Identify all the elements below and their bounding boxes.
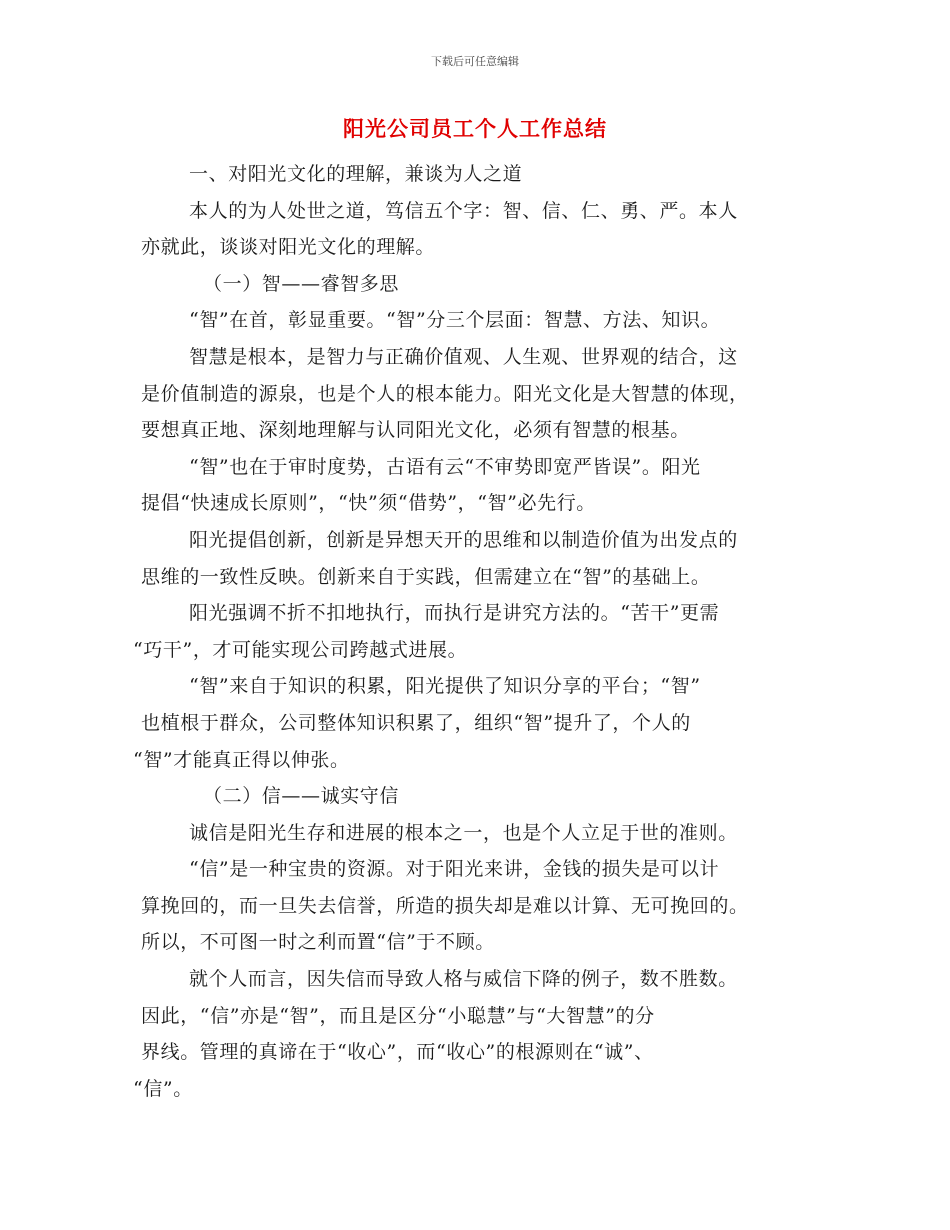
paragraph-line: 阳光强调不折不扣地执行，而执行是讲究方法的。“苦干”更需 bbox=[189, 602, 720, 625]
paragraph-line: “智”也在于审时度势，古语有云“不审势即宽严皆误”。阳光 bbox=[189, 455, 701, 478]
section-heading: 一、对阳光文化的理解，兼谈为人之道 bbox=[189, 163, 523, 185]
paragraph-line: 因此，“信”亦是“智”，而且是区分“小聪慧”与“大智慧”的分 bbox=[141, 1004, 655, 1027]
paragraph-line: 亦就此，谈谈对阳光文化的理解。 bbox=[141, 236, 436, 259]
paragraph-line: 要想真正地、深刻地理解与认同阳光文化，必须有智慧的根基。 bbox=[141, 419, 690, 442]
paragraph-line: 提倡“快速成长原则”，“快”须“借势”，“智”必先行。 bbox=[141, 492, 596, 515]
paragraph-line: 界线。管理的真谛在于“收心”，而“收心”的根源则在“诚”、 bbox=[141, 1041, 654, 1064]
paragraph-line: 所以，不可图一时之利而置“信”于不顾。 bbox=[141, 931, 495, 954]
subsection-heading: （二）信——诚实守信 bbox=[203, 785, 400, 808]
paragraph-line: 就个人而言，因失信而导致人格与威信下降的例子，数不胜数。 bbox=[189, 968, 738, 991]
paragraph-line: 是价值制造的源泉，也是个人的根本能力。阳光文化是大智慧的体现， bbox=[141, 382, 749, 405]
subsection-heading: （一）智——睿智多思 bbox=[203, 272, 400, 295]
paragraph-line: “智”才能真正得以伸张。 bbox=[133, 748, 350, 771]
paragraph-line: 本人的为人处世之道，笃信五个字：智、信、仁、勇、严。本人 bbox=[189, 199, 738, 222]
document-body bbox=[133, 156, 813, 1107]
paragraph-line: “智”来自于知识的积累，阳光提供了知识分享的平台；“智” bbox=[189, 675, 701, 698]
paragraph-line: 也植根于群众，公司整体知识积累了，组织“智”提升了，个人的 bbox=[141, 711, 691, 734]
paragraph-line: 智慧是根本，是智力与正确价值观、人生观、世界观的结合，这 bbox=[189, 345, 738, 368]
page-header-note: 下载后可任意编辑 bbox=[431, 55, 519, 68]
document-title: 阳光公司员工个人工作总结 bbox=[343, 117, 607, 141]
paragraph-line: 算挽回的，而一旦失去信誉，所造的损失却是难以计算、无可挽回的。 bbox=[141, 894, 749, 917]
paragraph-line: “巧干”，才可能实现公司跨越式进展。 bbox=[133, 638, 468, 661]
paragraph-line: 阳光提倡创新，创新是异想天开的思维和以制造价值为出发点的 bbox=[189, 528, 738, 551]
paragraph-line: “智”在首，彰显重要。“智”分三个层面：智慧、方法、知识。 bbox=[189, 309, 721, 332]
paragraph-line: 思维的一致性反映。创新来自于实践，但需建立在“智”的基础上。 bbox=[141, 565, 711, 588]
paragraph-line: “信”。 bbox=[133, 1077, 193, 1100]
paragraph-line: 诚信是阳光生存和进展的根本之一，也是个人立足于世的准则。 bbox=[189, 821, 738, 844]
paragraph-line: “信”是一种宝贵的资源。对于阳光来讲，金钱的损失是可以计 bbox=[189, 858, 720, 881]
